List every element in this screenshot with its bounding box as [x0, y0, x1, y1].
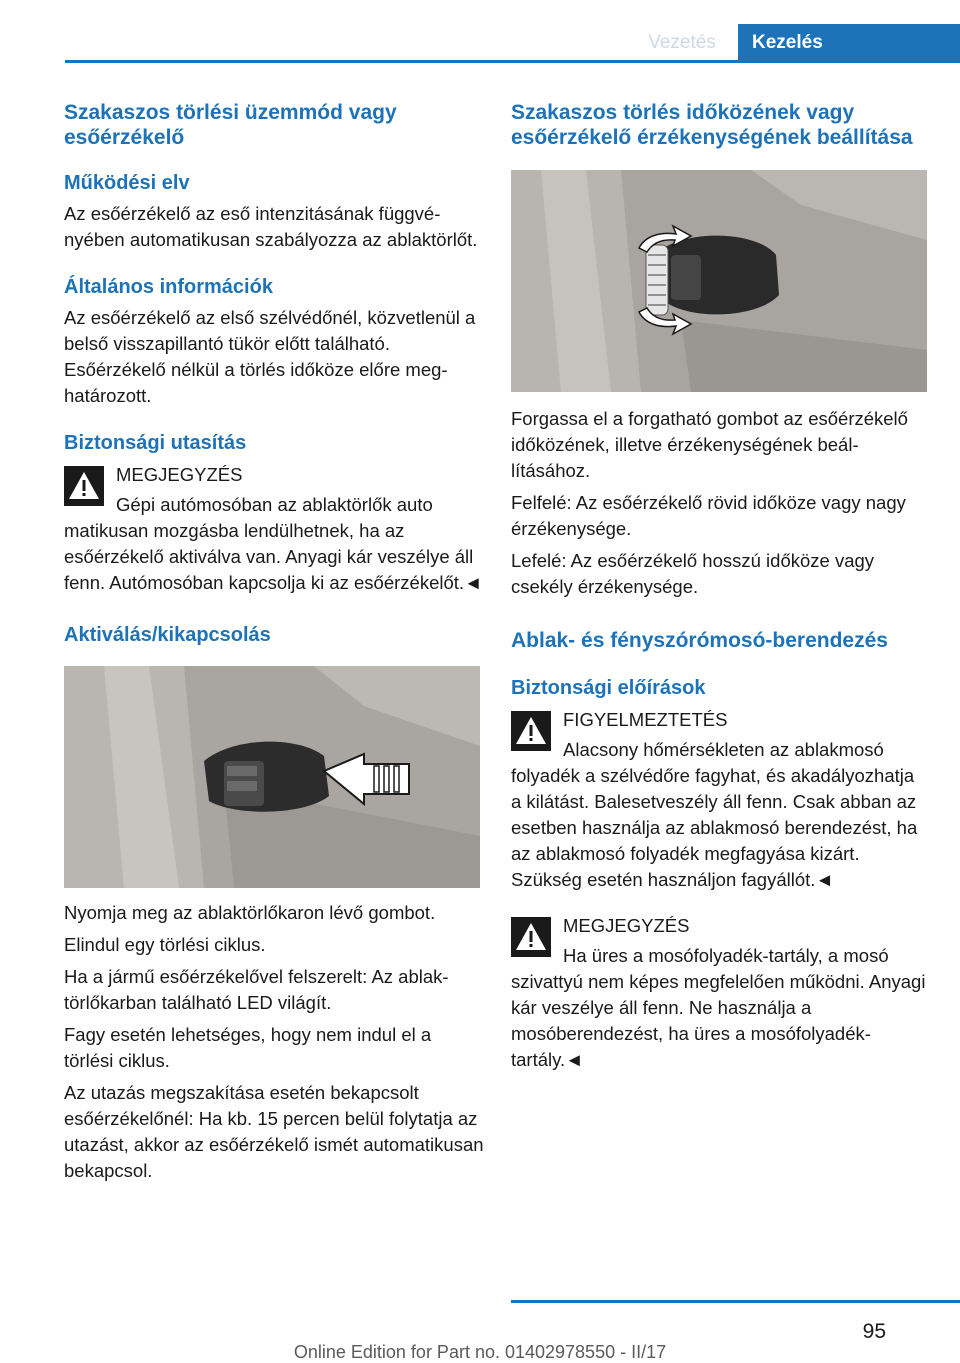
activation-text-2: Elindul egy törlési ciklus.: [64, 934, 266, 955]
warning-triangle-icon: [511, 711, 551, 751]
notice-block-washer: [511, 913, 929, 1073]
warning-text: folyadék a szélvédőre fagyhat, és akadályozhatja a kilátást. Balesetveszély áll fenn. Csak abban az esetben használja az ablakmosó berendezést, ha az ablakmosó folyadék megfagyása kizárt. Szükség esetén használjon fagyállót.◄: [511, 765, 918, 890]
activation-text-4: Fagy esetén lehetséges, hogy nem indul el a törlési ciklus.: [64, 1024, 432, 1071]
tab-kezeles[interactable]: Kezelés: [738, 24, 960, 62]
section-title-interval-sensitivity: Szakaszos törlés időközének vagy esőérzékelő érzékenységének beállítása: [511, 101, 913, 149]
warning-label: FIGYELMEZTETÉS: [563, 709, 728, 730]
warning-triangle-icon: [511, 917, 551, 957]
text-general-info: Az esőérzékelő az első szélvédőnél, közvetlenül a belső visszapillantó tükör előtt található. Esőérzékelő nélkül a törlés időköze előre meghatározott.: [64, 307, 476, 406]
header-rule: [65, 60, 960, 63]
page-footer: [0, 1300, 960, 1362]
heading-principle: Működési elv: [64, 172, 190, 194]
page-header: [0, 0, 960, 60]
notice-label-washer: MEGJEGYZÉS: [563, 915, 690, 936]
section-title-wiper-mode: Szakaszos törlési üzemmód vagy esőérzékelő: [64, 101, 397, 149]
figure-rotary-knob: [511, 170, 927, 392]
warning-block: [511, 707, 929, 893]
heading-general-info: Általános információk: [64, 276, 273, 298]
rotary-knob-illustration: [511, 170, 927, 392]
tab-vezetes[interactable]: Vezetés: [648, 32, 716, 53]
right-column: [511, 100, 929, 1073]
activation-text-3: Ha a jármű esőérzékelővel felszerelt: Az ablaktörlőkarban található LED világít.: [64, 966, 449, 1013]
wiper-stalk-button-illustration: [64, 666, 480, 888]
warning-text-first-line: Alacsony hőmérsékleten az ablakmosó: [563, 739, 884, 760]
heading-safety: Biztonsági utasítás: [64, 432, 247, 454]
activation-text-1: Nyomja meg az ablaktörlőkaron lévő gombot.: [64, 902, 436, 923]
notice-text-first-line: Gépi autómosóban az ablaktörlők auto: [116, 494, 433, 515]
notice-text: matikusan mozgásba lendülhetnek, ha az esőérzékelő aktiválva van. Anyagi kár veszélye áll fenn. Autómosóban kapcsolja ki az esőérzékelőt.◄: [64, 520, 483, 593]
warning-triangle-icon: [64, 466, 104, 506]
heading-safety-rules: Biztonsági előírások: [511, 677, 706, 699]
notice-text-washer: szivattyú nem képes megfelelően működni. Anyagi kár veszélye áll fenn. Ne használja a mosóberendezést, ha üres a mosófolyadéktartály.◄: [511, 971, 926, 1070]
notice-text-washer-first-line: Ha üres a mosófolyadék-tartály, a mosó: [563, 945, 889, 966]
edition-note: Online Edition for Part no. 01402978550 - II/17: [293, 1342, 667, 1362]
page-number: 95: [862, 1320, 886, 1343]
section-title-washer: Ablak- és fényszórómosó-berendezés: [511, 629, 888, 652]
heading-activation: Aktiválás/kikapcsolás: [64, 624, 271, 646]
notice-label: MEGJEGYZÉS: [116, 464, 243, 485]
rotary-text-3: Lefelé: Az esőérzékelő hosszú időköze vagy csekély érzékenysége.: [511, 550, 875, 597]
notice-block: [64, 462, 484, 596]
footer-rule: [511, 1300, 960, 1303]
figure-wiper-button: [64, 666, 480, 888]
text-principle: Az esőérzékelő az eső intenzitásának függvényében automatikusan szabályozza az ablaktörlőt.: [64, 203, 478, 250]
activation-text-5: Az utazás megszakítása esetén bekapcsolt esőérzékelőnél: Ha kb. 15 percen belül folytatja az utazást, akkor az esőérzékelő ismét automatikusan bekapcsol.: [64, 1082, 484, 1181]
rotary-text-2: Felfelé: Az esőérzékelő rövid időköze vagy nagy érzékenysége.: [511, 492, 906, 539]
rotary-text-1: Forgassa el a forgatható gombot az esőérzékelő időközének, illetve érzékenységének beállításához.: [511, 408, 908, 481]
left-column: [64, 100, 484, 1184]
